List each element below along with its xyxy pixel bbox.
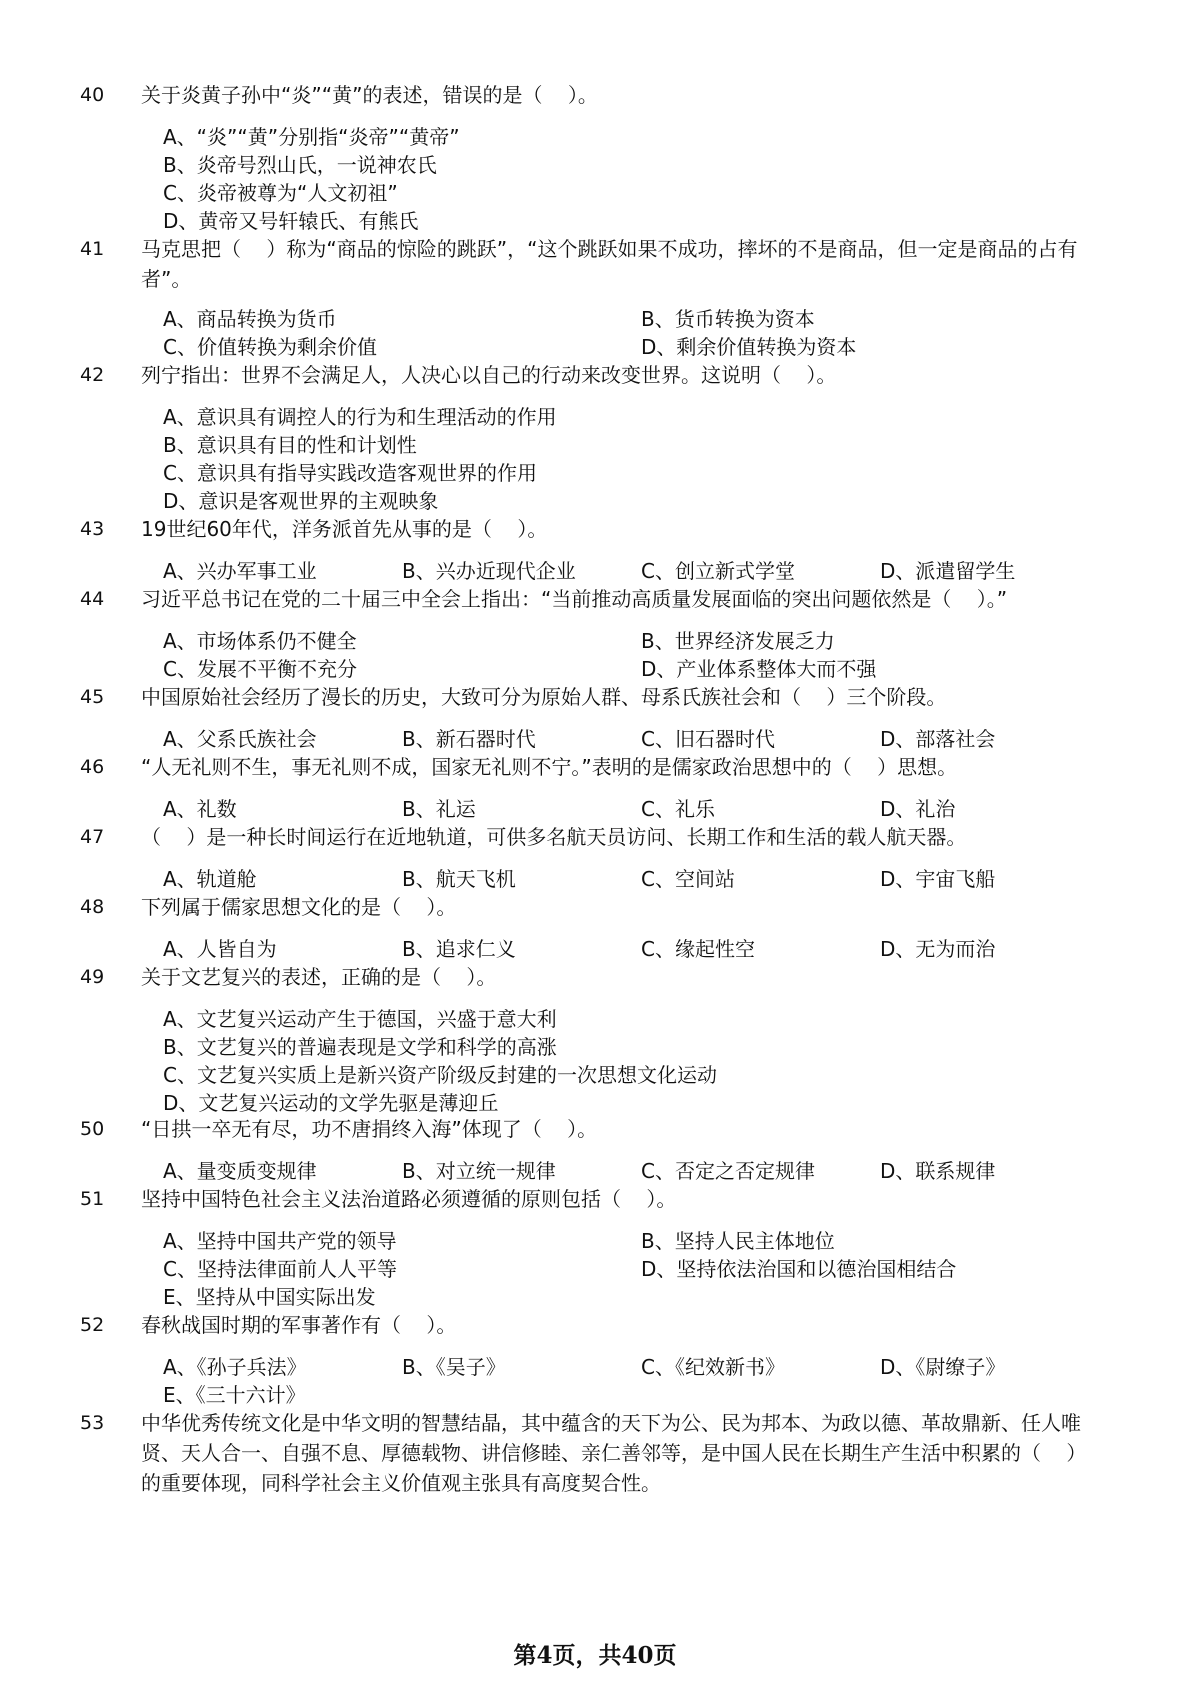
question-number: 49 <box>80 966 105 988</box>
question-number: 45 <box>80 686 105 708</box>
option-c: C、价值转换为剩余价值 <box>163 335 377 359</box>
option-c: C、炎帝被尊为“人文初祖” <box>163 181 398 205</box>
option-a: A、父系氏族社会 <box>163 727 317 751</box>
question-number: 50 <box>80 1118 105 1140</box>
option-c: C、文艺复兴实质上是新兴资产阶级反封建的一次思想文化运动 <box>163 1063 717 1087</box>
option-b: B、坚持人民主体地位 <box>641 1229 835 1253</box>
question-stem: 中国原始社会经历了漫长的历史，大致可分为原始人群、母系氏族社会和（ ）三个阶段。 <box>141 685 947 709</box>
option-e: E、《三十六计》 <box>163 1383 306 1407</box>
option-b: B、新石器时代 <box>402 727 536 751</box>
option-a: A、《孙子兵法》 <box>163 1355 307 1379</box>
question-stem: 坚持中国特色社会主义法治道路必须遵循的原则包括（ ）。 <box>141 1187 677 1211</box>
question-stem: “人无礼则不生，事无礼则不成，国家无礼则不宁。”表明的是儒家政治思想中的（ ）思想。 <box>141 755 958 779</box>
page-footer: 第4页，共40页 <box>513 1642 677 1669</box>
question-number: 43 <box>80 518 105 540</box>
option-d: D、派遣留学生 <box>880 559 1016 583</box>
question-number: 51 <box>80 1188 105 1210</box>
option-c: C、空间站 <box>641 867 735 891</box>
option-a: A、人皆自为 <box>163 937 277 961</box>
option-a: A、市场体系仍不健全 <box>163 629 357 653</box>
option-b: B、货币转换为资本 <box>641 307 815 331</box>
option-c: C、创立新式学堂 <box>641 559 795 583</box>
option-d: D、部落社会 <box>880 727 996 751</box>
option-b: B、礼运 <box>402 797 476 821</box>
option-d: D、剩余价值转换为资本 <box>641 335 857 359</box>
option-d: D、宇宙飞船 <box>880 867 996 891</box>
option-b: B、文艺复兴的普遍表现是文学和科学的高涨 <box>163 1035 557 1059</box>
option-d: D、联系规律 <box>880 1159 996 1183</box>
option-d: D、黄帝又号轩辕氏、有熊氏 <box>163 209 419 233</box>
option-d: D、产业体系整体大而不强 <box>641 657 877 681</box>
question-number: 48 <box>80 896 105 918</box>
option-a: A、意识具有调控人的行为和生理活动的作用 <box>163 405 557 429</box>
option-d: D、无为而治 <box>880 937 996 961</box>
option-a: A、商品转换为货币 <box>163 307 337 331</box>
option-a: A、量变质变规律 <box>163 1159 317 1183</box>
question-stem: 列宁指出：世界不会满足人，人决心以自己的行动来改变世界。这说明（ ）。 <box>141 363 837 387</box>
option-c: C、旧石器时代 <box>641 727 775 751</box>
option-a: A、文艺复兴运动产生于德国，兴盛于意大利 <box>163 1007 557 1031</box>
question-number: 47 <box>80 826 105 848</box>
question-stem: （ ）是一种长时间运行在近地轨道，可供多名航天员访问、长期工作和生活的载人航天器。 <box>141 825 967 849</box>
question-number: 44 <box>80 588 105 610</box>
option-b: B、航天飞机 <box>402 867 516 891</box>
question-stem: “日拱一卒无有尽，功不唐捐终入海”体现了（ ）。 <box>141 1117 598 1141</box>
option-a: A、兴办军事工业 <box>163 559 317 583</box>
option-d: D、《尉缭子》 <box>880 1355 1006 1379</box>
option-c: C、意识具有指导实践改造客观世界的作用 <box>163 461 537 485</box>
option-c: C、《纪效新书》 <box>641 1355 785 1379</box>
option-b: B、炎帝号烈山氏，一说神农氏 <box>163 153 437 177</box>
option-d: D、坚持依法治国和以德治国相结合 <box>641 1257 957 1281</box>
question-number: 52 <box>80 1314 105 1336</box>
option-c: C、否定之否定规律 <box>641 1159 815 1183</box>
question-number: 46 <box>80 756 105 778</box>
option-b: B、对立统一规律 <box>402 1159 556 1183</box>
question-stem: 春秋战国时期的军事著作有（ ）。 <box>141 1313 457 1337</box>
option-d: D、礼治 <box>880 797 956 821</box>
question-stem: 关于文艺复兴的表述，正确的是（ ）。 <box>141 965 497 989</box>
option-b: B、意识具有目的性和计划性 <box>163 433 417 457</box>
option-d: D、意识是客观世界的主观映象 <box>163 489 439 513</box>
option-a: A、坚持中国共产党的领导 <box>163 1229 397 1253</box>
option-c: C、礼乐 <box>641 797 715 821</box>
question-number: 41 <box>80 238 105 260</box>
option-c: C、缘起性空 <box>641 937 755 961</box>
question-stem: 中华优秀传统文化是中华文明的智慧结晶，其中蕴含的天下为公、民为邦本、为政以德、革故鼎新、任人唯贤、天人合一、自强不息、厚德载物、讲信修睦、亲仁善邻等，是中国人民在长期生产生活中积累的（ ）的重要体现，同科学社会主义价值观主张具有高度契合性。 <box>141 1411 1081 1495</box>
option-b: B、《吴子》 <box>402 1355 506 1379</box>
option-d: D、文艺复兴运动的文学先驱是薄迎丘 <box>163 1091 499 1115</box>
option-e: E、坚持从中国实际出发 <box>163 1285 376 1309</box>
question-stem: 下列属于儒家思想文化的是（ ）。 <box>141 895 457 919</box>
option-a: A、礼数 <box>163 797 237 821</box>
question-stem: 19世纪60年代，洋务派首先从事的是（ ）。 <box>141 517 548 541</box>
question-stem: 关于炎黄子孙中“炎”“黄”的表述，错误的是（ ）。 <box>141 83 598 107</box>
option-c: C、坚持法律面前人人平等 <box>163 1257 397 1281</box>
option-a: A、“炎”“黄”分别指“炎帝”“黄帝” <box>163 125 460 149</box>
option-b: B、兴办近现代企业 <box>402 559 576 583</box>
option-b: B、追求仁义 <box>402 937 516 961</box>
option-c: C、发展不平衡不充分 <box>163 657 357 681</box>
option-b: B、世界经济发展乏力 <box>641 629 835 653</box>
option-a: A、轨道舱 <box>163 867 257 891</box>
question-stem: 习近平总书记在党的二十届三中全会上指出：“当前推动高质量发展面临的突出问题依然是（ ）。” <box>141 587 1008 611</box>
question-number: 53 <box>80 1412 105 1434</box>
question-stem: 马克思把（ ）称为“商品的惊险的跳跃”，“这个跳跃如果不成功，摔坏的不是商品，但一定是商品的占有者”。 <box>141 237 1078 291</box>
question-number: 40 <box>80 84 105 106</box>
question-number: 42 <box>80 364 105 386</box>
